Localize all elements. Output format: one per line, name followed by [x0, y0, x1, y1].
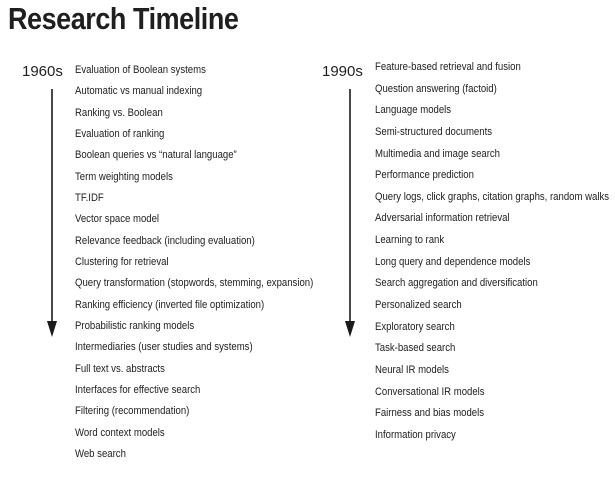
timeline-item: Full text vs. abstracts: [75, 362, 165, 375]
timeline-item: Evaluation of ranking: [75, 127, 165, 140]
timeline-item: Automatic vs manual indexing: [75, 85, 203, 98]
arrow-down-icon: [44, 86, 60, 340]
timeline-item: Vector space model: [75, 213, 160, 226]
timeline-item: Question answering (factoid): [375, 82, 497, 95]
timeline-item: Filtering (recommendation): [75, 405, 190, 418]
timeline-item: Task-based search: [375, 342, 456, 355]
timeline-item: Probabilistic ranking models: [75, 319, 195, 332]
timeline-1990s-items: [375, 57, 615, 447]
timeline-item: Intermediaries (user studies and systems): [75, 341, 253, 354]
timeline-1960s-items: [75, 60, 349, 465]
timeline-item: Performance prediction: [375, 169, 474, 182]
era-label-1990s: 1990s: [322, 63, 363, 80]
timeline-item: Language models: [375, 104, 452, 117]
timeline-item: Feature-based retrieval and fusion: [375, 61, 521, 73]
timeline-item: Word context models: [75, 426, 165, 439]
timeline-item: Multimedia and image search: [375, 147, 501, 160]
timeline-item: Exploratory search: [375, 320, 455, 333]
timeline-item: Ranking vs. Boolean: [75, 106, 163, 119]
timeline-item: Information privacy: [375, 428, 456, 441]
timeline-item: TF.IDF: [75, 191, 104, 204]
timeline-item: Query transformation (stopwords, stemming, expansion): [75, 277, 314, 290]
slide-title: Research Timeline: [8, 1, 239, 36]
timeline-item: Learning to rank: [375, 234, 445, 247]
timeline-item: Interfaces for effective search: [75, 383, 201, 396]
timeline-item: Conversational IR models: [375, 385, 485, 398]
timeline-item: Query logs, click graphs, citation graphs, random walks: [375, 190, 610, 203]
timeline-item: Boolean queries vs “natural language”: [75, 149, 237, 162]
timeline-item: Ranking efficiency (inverted file optimization): [75, 298, 265, 311]
timeline-item: Long query and dependence models: [375, 255, 531, 268]
timeline-item: Neural IR models: [375, 363, 449, 376]
timeline-item: Relevance feedback (including evaluation): [75, 234, 255, 247]
timeline-item: Clustering for retrieval: [75, 255, 169, 268]
timeline-item: Fairness and bias models: [375, 407, 485, 420]
timeline-item: Semi-structured documents: [375, 125, 493, 138]
timeline-item: Search aggregation and diversification: [375, 277, 538, 290]
era-label-1960s: 1960s: [22, 63, 63, 80]
timeline-item: Evaluation of Boolean systems: [75, 64, 206, 76]
timeline-item: Adversarial information retrieval: [375, 212, 510, 225]
timeline-item: Term weighting models: [75, 170, 173, 183]
arrow-down-icon: [342, 86, 358, 340]
timeline-item: Personalized search: [375, 299, 462, 312]
timeline-item: Web search: [75, 447, 126, 460]
